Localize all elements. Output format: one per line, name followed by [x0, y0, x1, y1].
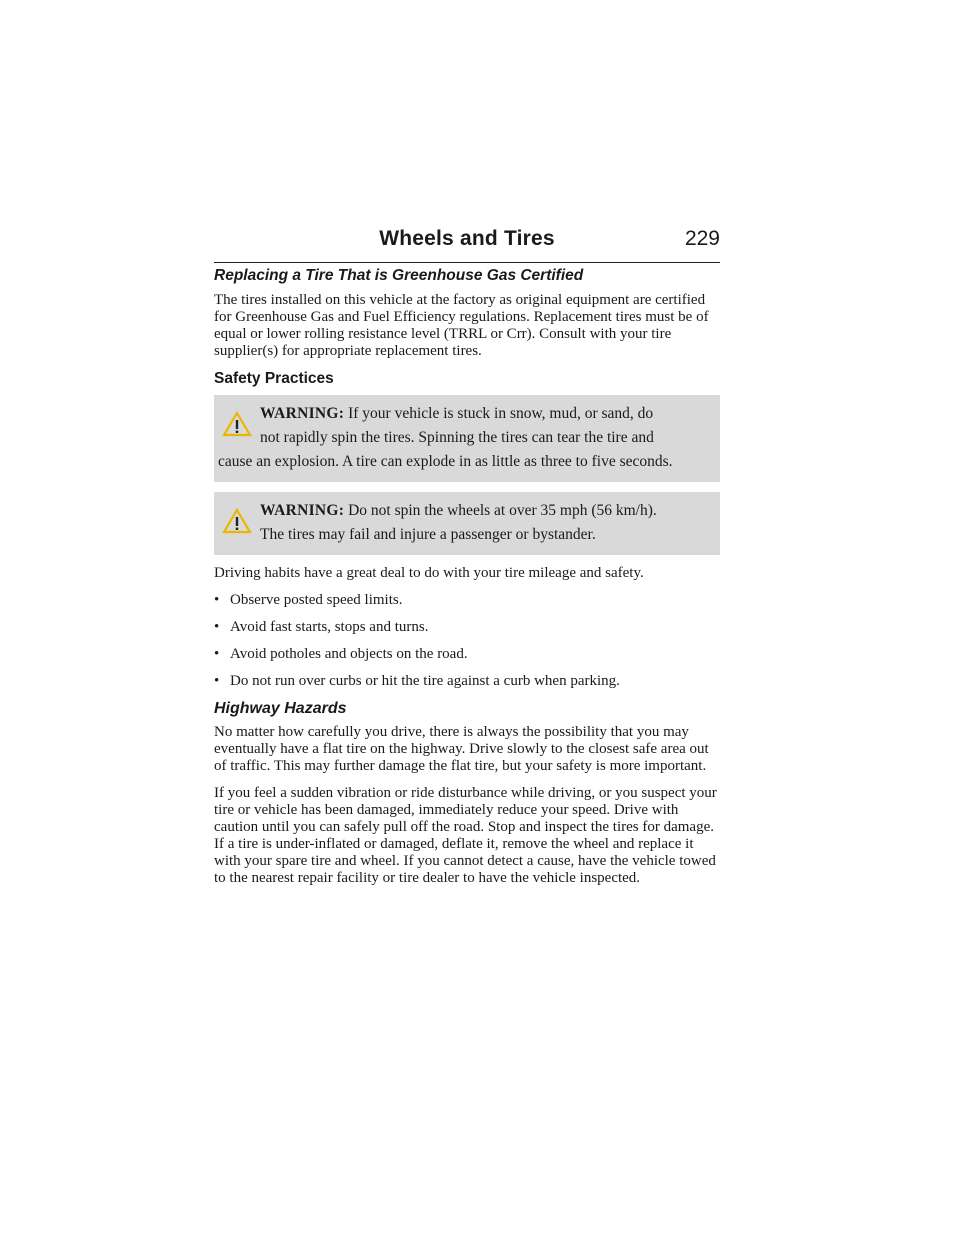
- highway-paragraph-2: If you feel a sudden vibration or ride disturbance while driving, or you suspect your tire or vehicle has been damaged, immediately reduce your speed. Drive with caution until you can safely pull off the road. Stop and inspect the tires for damage. If a tire is under-inflated or damaged, deflate it, remove the wheel and replace it with your spare tire and wheel. If you cannot detect a cause, have the vehicle towed to the nearest repair facility or tire dealer to have the vehicle inspected.: [214, 785, 717, 886]
- list-item: • Do not run over curbs or hit the tire against a curb when parking.: [214, 673, 620, 689]
- warning-triangle-icon: [222, 508, 252, 534]
- warning-box-1: [214, 395, 720, 482]
- warning-2-head: [216, 499, 704, 547]
- safety-heading: Safety Practices: [214, 370, 334, 387]
- warning-1-rest: cause an explosion. A tire can explode in as little as three to five seconds.: [218, 453, 673, 470]
- bullet-icon: •: [214, 673, 220, 689]
- warning-1-line2: not rapidly spin the tires. Spinning the tires can tear the tire and: [260, 429, 654, 446]
- bullet-icon: •: [214, 592, 220, 608]
- list-item: • Observe posted speed limits.: [214, 592, 403, 608]
- list-item: • Avoid fast starts, stops and turns.: [214, 619, 429, 635]
- list-item: • Avoid potholes and objects on the road.: [214, 646, 468, 662]
- safety-intro: Driving habits have a great deal to do with your tire mileage and safety.: [214, 565, 644, 581]
- warning-2-label: WARNING:: [260, 502, 345, 519]
- highway-heading: Highway Hazards: [214, 700, 347, 717]
- page-content: [214, 267, 720, 897]
- warning-triangle-icon: [222, 411, 252, 437]
- greenhouse-heading: Replacing a Tire That is Greenhouse Gas Certified: [214, 267, 584, 284]
- safety-bullet-list: [214, 592, 720, 690]
- warning-box-2: [214, 492, 720, 555]
- warning-1-line1: If your vehicle is stuck in snow, mud, or sand, do: [348, 405, 654, 422]
- warning-1-label: WARNING:: [260, 405, 345, 422]
- warning-2-line1: Do not spin the wheels at over 35 mph (56 km/h).: [348, 502, 657, 519]
- highway-paragraph-1: No matter how carefully you drive, there is always the possibility that you may eventually have a flat tire on the highway. Drive slowly to the closest safe area out of traffic. This may further damage the flat tire, but your safety is more important.: [214, 724, 709, 774]
- warning-2-line2: The tires may fail and injure a passenger or bystander.: [260, 526, 596, 543]
- bullet-icon: •: [214, 646, 220, 662]
- greenhouse-paragraph: The tires installed on this vehicle at the factory as original equipment are certified for Greenhouse Gas and Fuel Efficiency regulations. Replacement tires must be of equal or lower rolling resistance level (TRRL or Crr). Consult with your tire supplier(s) for appropriate replacement tires.: [214, 292, 709, 359]
- page-header-title: Wheels and Tires: [379, 227, 555, 250]
- bullet-icon: •: [214, 619, 220, 635]
- header-rule: [214, 254, 720, 263]
- page-number: 229: [684, 227, 720, 250]
- warning-1-head: [216, 402, 704, 450]
